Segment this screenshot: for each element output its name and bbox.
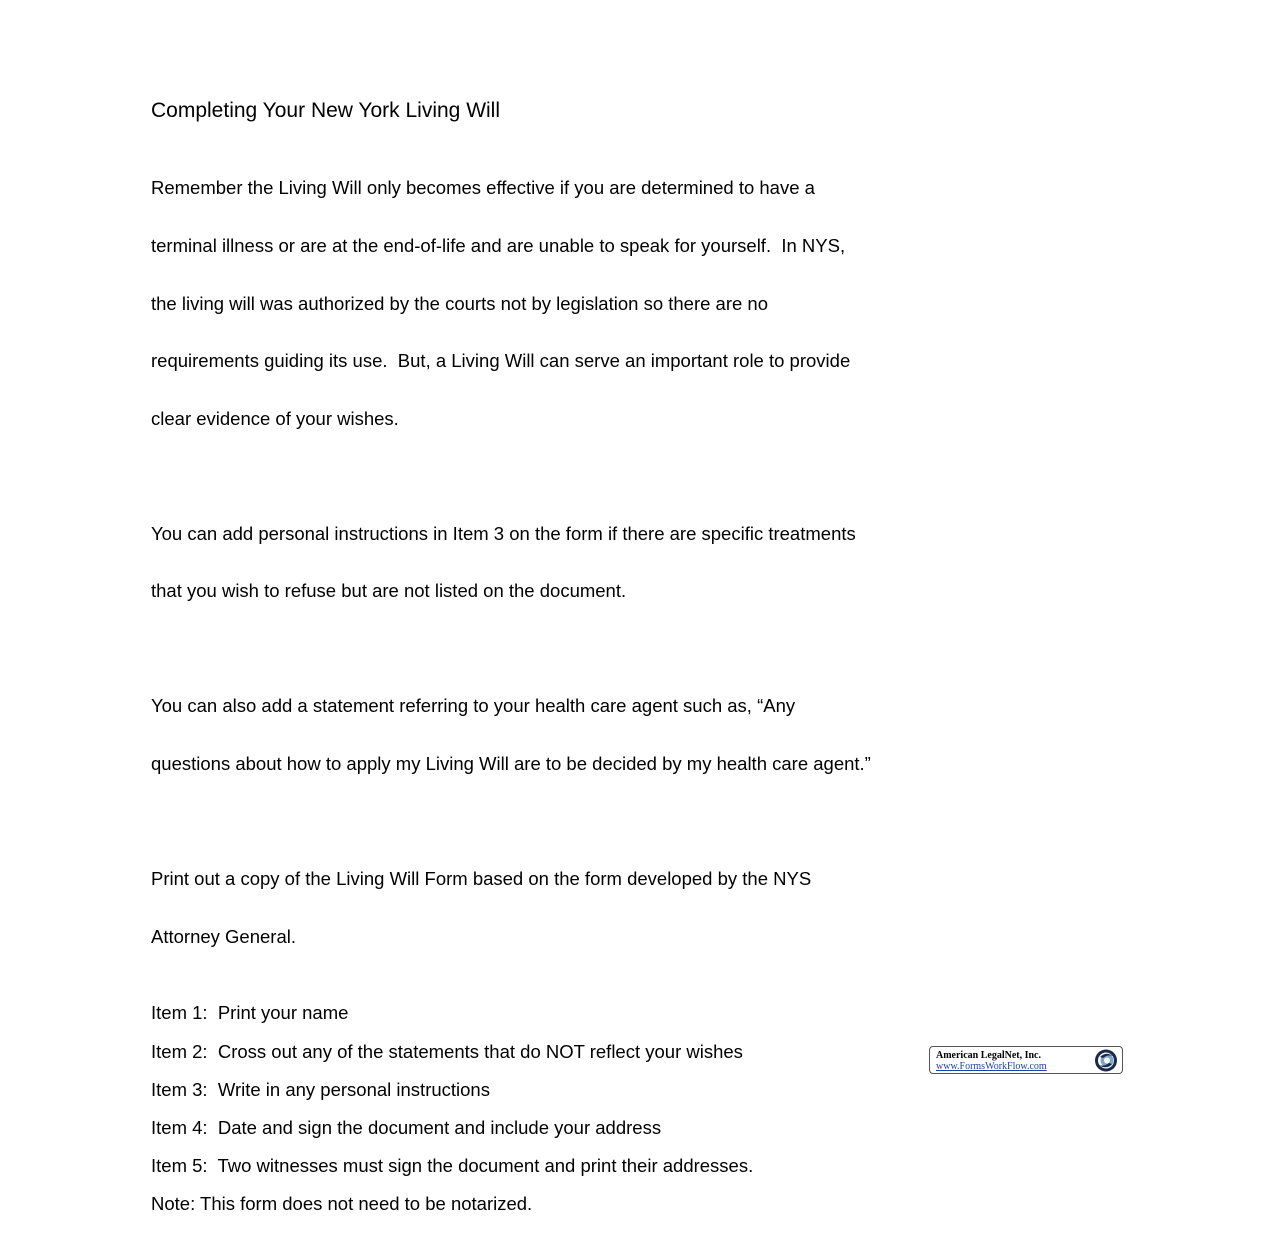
- paragraph-line: the living will was authorized by the courts not by legislation so there are no: [151, 292, 769, 314]
- paragraph-line: You can add personal instructions in Item 3 on the form if there are specific treatments: [151, 522, 856, 544]
- item-3-instruction: Item 3: Write in any personal instructions: [151, 1078, 490, 1100]
- logo-company-name: American LegalNet, Inc.: [936, 1050, 1041, 1061]
- paragraph-line: Remember the Living Will only becomes effective if you are determined to have a: [151, 177, 815, 199]
- paragraph-line: clear evidence of your wishes.: [151, 407, 399, 429]
- notarization-note: Note: This form does not need to be notarized.: [151, 1193, 533, 1215]
- forms-workflow-link[interactable]: www.FormsWorkFlow.com: [936, 1061, 1047, 1072]
- paragraph-line: questions about how to apply my Living Will are to be decided by my health care agent.”: [151, 753, 871, 775]
- print-form-paragraph: [151, 831, 1141, 985]
- item-1-instruction: Item 1: Print your name: [151, 1002, 349, 1024]
- globe-swirl-icon: [1086, 1048, 1120, 1073]
- paragraph-line: Print out a copy of the Living Will Form based on the form developed by the NYS: [151, 868, 812, 890]
- paragraph-line: You can also add a statement referring to your health care agent such as, “Any: [151, 695, 796, 717]
- paragraph-line: terminal illness or are at the end-of-life and are unable to speak for yourself. In NYS,: [151, 235, 846, 257]
- paragraph-line: Attorney General.: [151, 925, 296, 947]
- item-5-instruction: Item 5: Two witnesses must sign the document and print their addresses.: [151, 1155, 754, 1177]
- page-title: Completing Your New York Living Will: [151, 99, 501, 122]
- health-care-agent-paragraph: [151, 658, 1141, 812]
- intro-paragraph: [151, 140, 1141, 466]
- paragraph-line: that you wish to refuse but are not listed on the document.: [151, 580, 627, 602]
- paragraph-line: requirements guiding its use. But, a Living Will can serve an important role to provide: [151, 350, 851, 372]
- personal-instructions-paragraph: [151, 485, 1141, 639]
- american-legalnet-logo[interactable]: [929, 1046, 1123, 1074]
- item-4-instruction: Item 4: Date and sign the document and include your address: [151, 1116, 662, 1138]
- item-2-instruction: Item 2: Cross out any of the statements that do NOT reflect your wishes: [151, 1040, 743, 1062]
